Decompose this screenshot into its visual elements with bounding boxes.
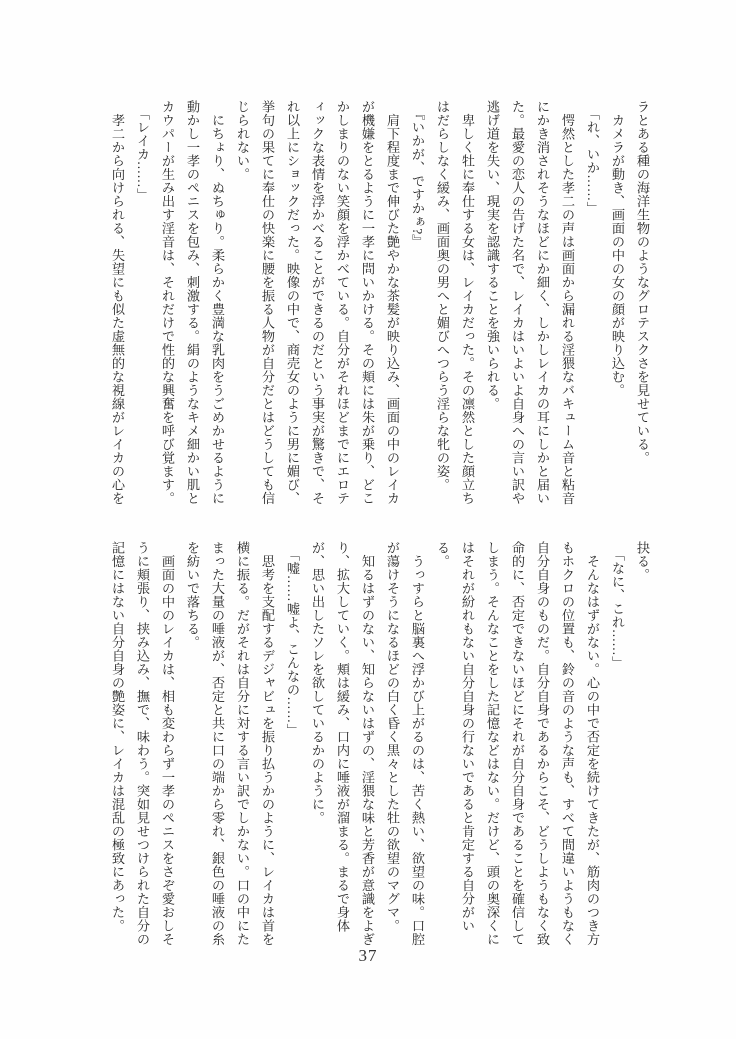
text-column: 挙句の果てに奉仕の快楽に腰を振る人物が自分だとはどうしても信 xyxy=(260,100,275,505)
text-column: カメラが動き、画面の中の女の顔が映り込む。 xyxy=(610,100,625,397)
text-column: 「なに、これ……」 xyxy=(610,541,625,670)
text-column: 抉る。 xyxy=(635,541,650,582)
text-block-top xyxy=(105,100,655,505)
text-column: が機嫌をとるように一孝に問いかける。その頬には朱が乗り、どこ xyxy=(360,100,375,505)
text-column: そんなはずがない。心の中で否定を続けてきたが、筋肉のつき方 xyxy=(585,541,600,946)
text-column: 『いかが、ですかぁ?』 xyxy=(410,100,425,249)
text-column: が、思い出したソレを欲しているかのように。 xyxy=(310,541,325,825)
text-column: 横に振る。だがそれは自分に対する言い訳でしかない。口の中にた xyxy=(235,541,250,946)
text-column: 記憶にはない自分自身の艶姿に、レイカは混乱の極致にあった。 xyxy=(110,541,125,933)
text-column: 知るはずのない、知らないはずの、淫猥な味と芳香が意識をよぎ xyxy=(360,541,375,946)
text-column: 自分自身のものだ。自分自身であるからこそ、どうしようもなく致 xyxy=(535,541,550,946)
text-column: 思考を支配するデジャビュを振り払うかのように、レイカは首を xyxy=(260,541,275,946)
text-column: た。最愛の恋人の告げた名で、レイカはいよいよ自身への言い訳や xyxy=(510,100,525,505)
text-block-bottom xyxy=(105,541,655,946)
text-column: 命的に、否定できないほどにそれが自分自身であることを確信して xyxy=(510,541,525,946)
text-column: 肩下程度まで伸びた艶やかな茶髪が映り込み、画面の中のレイカ xyxy=(385,100,400,505)
text-column: ラとある種の海洋生物のようなグロテスクさを見せている。 xyxy=(635,100,650,465)
text-column: を紡いで落ちる。 xyxy=(185,541,200,649)
text-column: り、拡大していく。頬は緩み、口内に唾液が溜まる。まるで身体 xyxy=(335,541,350,933)
text-column: れ以上にショックだった。映像の中で、商売女のように男に媚び、 xyxy=(285,100,300,505)
text-column: 画面の中のレイカは、相も変わらず一孝のペニスをさぞ愛おしそ xyxy=(160,541,175,946)
text-column: まった大量の唾液が、否定と共に口の端から零れ、銀色の唾液の糸 xyxy=(210,541,225,946)
text-column: 「れ、いか……」 xyxy=(585,100,600,215)
text-column: うに頬張り、挟み込み、撫で、味わう。突如見せつけられた自分の xyxy=(135,541,150,946)
text-column: にかき消されそうなほどにか細く、しかしレイカの耳にしかと届い xyxy=(535,100,550,505)
text-column: しまう。そんなことをした記憶などはない。だけど、頭の奥深くに xyxy=(485,541,500,946)
text-column: カウパーが生み出す淫音は、それだけで性的な興奮を呼び覚ます。 xyxy=(160,100,175,505)
text-column: 愕然とした孝二の声は画面から漏れる淫猥なバキューム音と粘音 xyxy=(560,100,575,505)
page-number: 37 xyxy=(358,946,378,965)
text-column: 「レイカ……」 xyxy=(135,100,150,202)
text-column: 「嘘……嘘よ、こんなの……」 xyxy=(285,541,300,737)
text-column: 動かし一孝のペニスを包み、刺激する。絹のようなキメ細かい肌と xyxy=(185,100,200,505)
text-column: ィックな表情を浮かべることができるのだという事実が驚きで、そ xyxy=(310,100,325,505)
text-column: 卑しく牡に奉仕する女は、レイカだった。その凛然とした顔立ち xyxy=(460,100,475,505)
text-column: 逃げ道を失い、現実を認識することを強いられる。 xyxy=(485,100,500,411)
text-column: 孝二から向けられる、失望にも似た虚無的な視線がレイカの心を xyxy=(110,100,125,505)
text-column: かしまりのない笑顔を浮かべている。自分がそれほどまでにエロテ xyxy=(335,100,350,505)
text-column: が蕩けそうになるほどの白く昏く黒々とした牡の欲望のマグマ。 xyxy=(385,541,400,933)
text-column: はだらしなく緩み、画面奥の男へと媚びへつらう淫らな牝の姿。 xyxy=(435,100,450,492)
text-column: はそれが紛れもない自分自身の行ないであると肯定する自分がい xyxy=(460,541,475,933)
text-column: じられない。 xyxy=(235,100,250,181)
text-column: にちょり、ぬちゅり。柔らかく豊満な乳肉をうごめかせるように xyxy=(210,100,225,505)
text-column: る。 xyxy=(435,541,450,568)
text-column: もホクロの位置も、鈴の音のような声も、すべて間違いようもなく xyxy=(560,541,575,946)
text-column: うっすらと脳裏へ浮かび上がるのは、苦く熱い、欲望の味。口腔 xyxy=(410,541,425,946)
